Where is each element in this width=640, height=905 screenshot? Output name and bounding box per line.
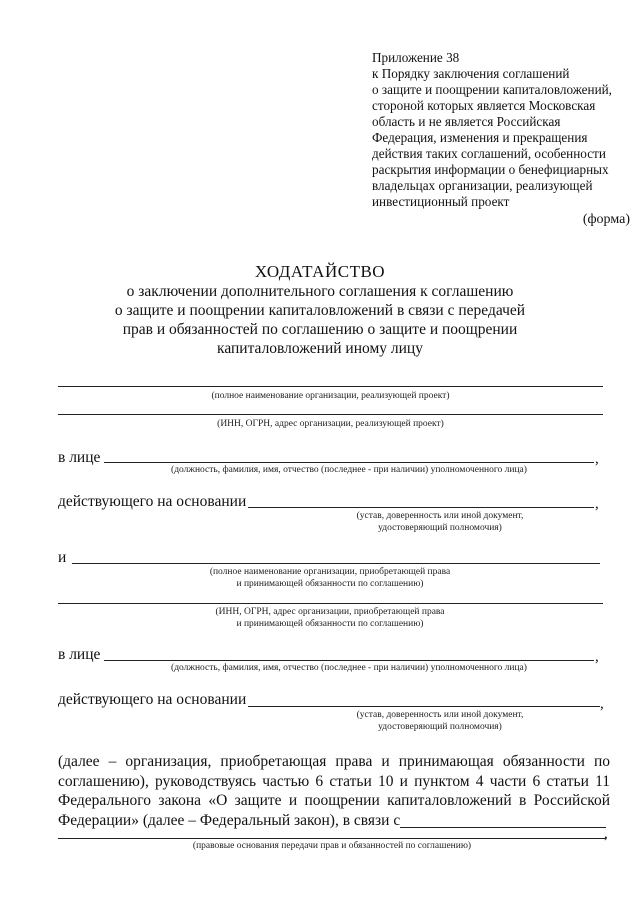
legal-grounds-line[interactable] — [58, 838, 606, 839]
appendix-line: Приложение 38 — [372, 50, 460, 65]
body-paragraph: (далее – организация, приобретающая права и принимающая обязанности по соглашению), руководствуясь частью 6 статьи 10 и пунктом 4 части 6 статьи 11 Федерального закона «О защите и поощрении капиталовложений в Российской Федерации» (далее – Федеральный закон), в связи с — [58, 753, 610, 829]
subtitle-line: прав и обязанностей по соглашению о защите и поощрении — [122, 321, 518, 338]
in-connection-with-line[interactable] — [400, 827, 606, 828]
comma: , — [595, 649, 599, 665]
form-label: (форма) — [582, 212, 630, 227]
represented-by-line[interactable] — [104, 462, 594, 463]
and-label: и — [58, 549, 67, 566]
acting-basis-line-2[interactable] — [248, 706, 600, 707]
appendix-line: владельцах организации, реализующей — [372, 178, 593, 193]
acting-basis-caption-2 — [290, 709, 590, 733]
subtitle-line: капиталовложений иному лицу — [217, 340, 423, 357]
acting-basis-caption — [290, 510, 590, 534]
acquirer-name-caption — [120, 566, 540, 590]
document-title: ХОДАТАЙСТВО — [254, 262, 386, 281]
appendix-line: область и не является Российская — [372, 114, 561, 129]
acting-basis-line[interactable] — [248, 507, 594, 508]
appendix-line: о защите и поощрении капиталовложений, — [372, 82, 612, 97]
acquirer-name-line[interactable] — [72, 563, 600, 564]
subtitle-line: о защите и поощрении капиталовложений в связи с передачей — [114, 302, 526, 319]
org-inn-line[interactable] — [58, 414, 603, 415]
comma: , — [604, 826, 608, 842]
acquirer-inn-caption — [120, 606, 540, 630]
acquirer-inn-line[interactable] — [58, 603, 603, 604]
appendix-line: действия таких соглашений, особенности — [372, 146, 606, 161]
represented-by-caption: (должность, фамилия, имя, отчество (последнее - при наличии) уполномоченного лица) — [171, 465, 527, 475]
caption-line: удостоверяющий полномочия) — [378, 722, 502, 732]
represented-by-label: в лице — [58, 449, 101, 466]
org-inn-caption: (ИНН, ОГРН, адрес организации, реализующей проект) — [217, 419, 444, 429]
acting-basis-label: действующего на основании — [58, 493, 247, 510]
represented-by-line-2[interactable] — [104, 660, 594, 661]
caption-line: удостоверяющий полномочия) — [378, 523, 502, 533]
org-full-name-line[interactable] — [58, 386, 603, 387]
appendix-line: раскрытия информации о бенефициарных — [372, 162, 609, 177]
comma: , — [595, 496, 599, 512]
caption-line: (полное наименование организации, приобретающей права — [209, 567, 451, 577]
org-full-name-caption: (полное наименование организации, реализующей проект) — [211, 391, 450, 401]
subtitle-line: о заключении дополнительного соглашения к соглашению — [126, 283, 514, 300]
appendix-line: к Порядку заключения соглашений — [372, 66, 570, 81]
caption-line: и принимающей обязанности по соглашению) — [236, 619, 424, 629]
appendix-line: стороной которых является Московская — [372, 98, 596, 113]
legal-grounds-caption: (правовые основания передачи прав и обязанностей по соглашению) — [192, 841, 472, 851]
appendix-line: Федерация, изменения и прекращения — [372, 130, 588, 145]
appendix-line: инвестиционный проект — [372, 194, 510, 209]
acting-basis-label-2: действующего на основании — [58, 691, 247, 708]
caption-line: (устав, доверенность или иной документ, — [356, 511, 524, 521]
caption-line: (устав, доверенность или иной документ, — [356, 710, 524, 720]
caption-line: и принимающей обязанности по соглашению) — [236, 579, 424, 589]
represented-by-label-2: в лице — [58, 646, 101, 663]
caption-line: (ИНН, ОГРН, адрес организации, приобретающей права — [215, 607, 445, 617]
document-subtitle — [0, 282, 640, 358]
appendix-header — [372, 50, 634, 210]
comma: , — [600, 696, 604, 712]
comma: , — [595, 451, 599, 467]
represented-by-caption-2: (должность, фамилия, имя, отчество (последнее - при наличии) уполномоченного лица) — [171, 663, 527, 673]
